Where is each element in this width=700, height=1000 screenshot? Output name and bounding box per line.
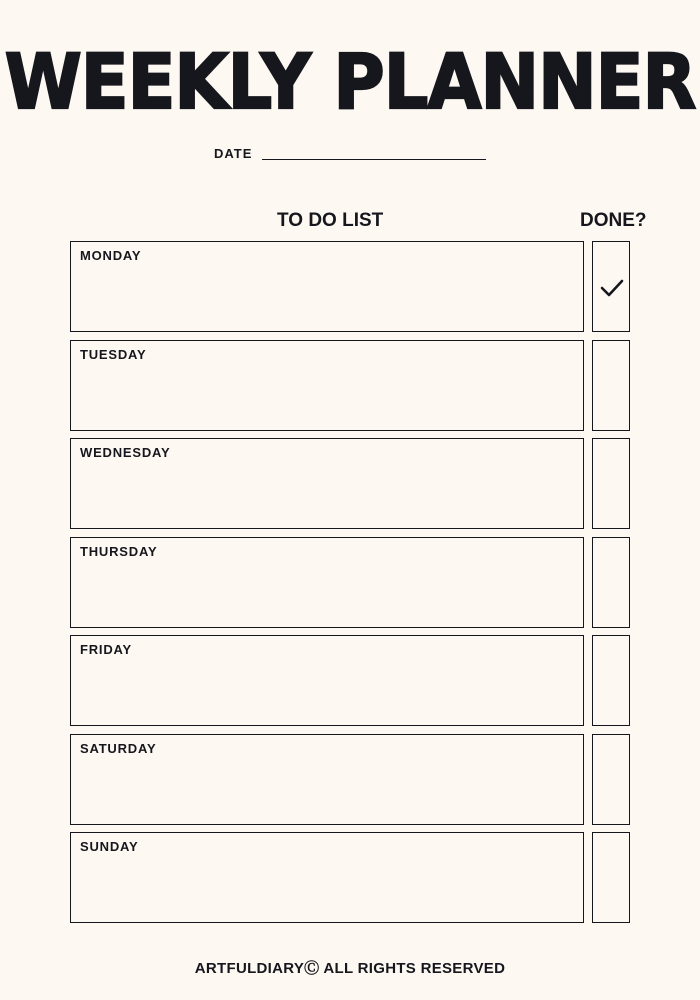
- todo-list-heading: TO DO LIST: [277, 210, 384, 231]
- day-label: SUNDAY: [80, 839, 139, 854]
- check-icon: [600, 278, 624, 298]
- done-box-sunday[interactable]: [592, 832, 630, 923]
- done-box-tuesday[interactable]: [592, 340, 630, 431]
- day-label: MONDAY: [80, 248, 142, 263]
- day-box-wednesday[interactable]: [70, 438, 584, 529]
- done-box-saturday[interactable]: [592, 734, 630, 825]
- page-title: WEEKLY PLANNER: [4, 37, 696, 127]
- day-label: THURSDAY: [80, 544, 158, 559]
- done-box-monday[interactable]: [592, 241, 630, 332]
- day-label: SATURDAY: [80, 741, 157, 756]
- date-label: DATE: [214, 146, 253, 161]
- day-box-saturday[interactable]: [70, 734, 584, 825]
- day-label: WEDNESDAY: [80, 445, 171, 460]
- date-field[interactable]: [214, 146, 486, 161]
- done-box-thursday[interactable]: [592, 537, 630, 628]
- footer-copyright: ARTFULDIARYⒸ ALL RIGHTS RESERVED: [194, 960, 506, 977]
- done-heading: DONE?: [580, 210, 647, 231]
- done-box-friday[interactable]: [592, 635, 630, 726]
- done-box-wednesday[interactable]: [592, 438, 630, 529]
- day-label: TUESDAY: [80, 347, 147, 362]
- day-box-sunday[interactable]: [70, 832, 584, 923]
- date-input-line[interactable]: [262, 159, 486, 160]
- day-box-tuesday[interactable]: [70, 340, 584, 431]
- day-box-friday[interactable]: [70, 635, 584, 726]
- day-label: FRIDAY: [80, 642, 132, 657]
- day-box-monday[interactable]: [70, 241, 584, 332]
- day-box-thursday[interactable]: [70, 537, 584, 628]
